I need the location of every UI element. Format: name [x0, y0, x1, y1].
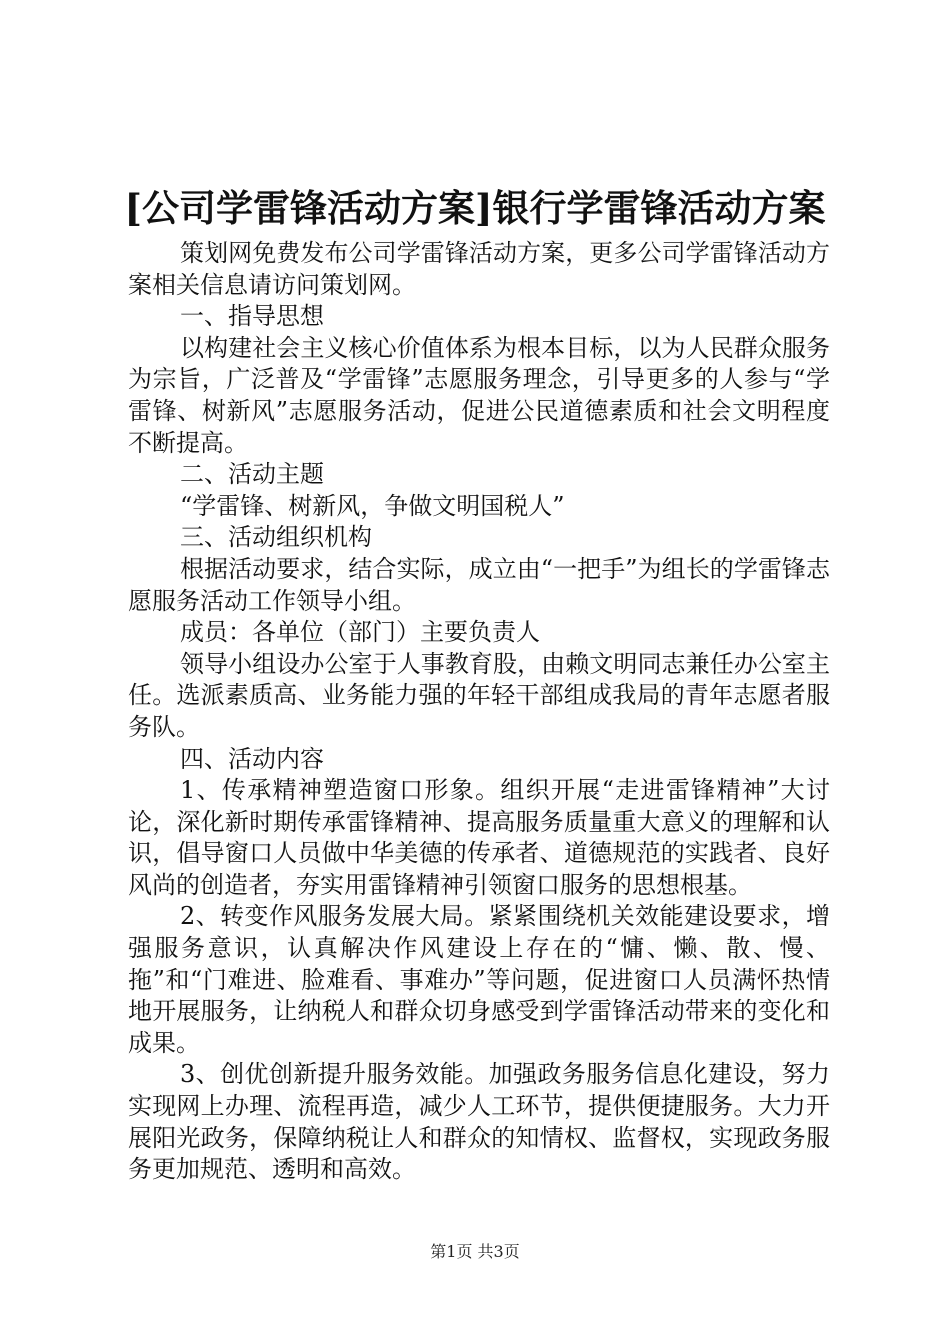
guiding-thought-paragraph: 以构建社会主义核心价值体系为根本目标，以为人民群众服务为宗旨，广泛普及“学雷锋”志愿服务理念，引导更多的人参与“学雷锋、树新风”志愿服务活动，促进公民道德素质和社会文明程度不断提高。: [128, 333, 830, 457]
section-heading-organization: 三、活动组织机构: [180, 523, 372, 552]
page-footer: 第1页 共3页: [430, 1242, 520, 1261]
content-item-2: 2、转变作风服务发展大局。紧紧围绕机关效能建设要求，增强服务意识，认真解决作风建设上存在的“慵、懒、散、慢、拖”和“门难进、脸难看、事难办”等问题，促进窗口人员满怀热情地开展服务，让纳税人和群众切身感受到学雷锋活动带来的变化和成果。: [128, 902, 830, 1057]
activity-theme-paragraph: “学雷锋、树新风，争做文明国税人”: [180, 491, 565, 520]
content-item-3: 3、创优创新提升服务效能。加强政务服务信息化建设，努力实现网上办理、流程再造，减少人工环节，提供便捷服务。大力开展阳光政务，保障纳税让人和群众的知情权、监督权，实现政务服务更加规范、透明和高效。: [128, 1060, 830, 1184]
document-body: [128, 238, 830, 1186]
office-paragraph: 领导小组设办公室于人事教育股，由赖文明同志兼任办公室主任。选派素质高、业务能力强的年轻干部组成我局的青年志愿者服务队。: [128, 649, 830, 741]
intro-paragraph: 策划网免费发布公司学雷锋活动方案，更多公司学雷锋活动方案相关信息请访问策划网。: [128, 239, 830, 299]
organization-paragraph: 根据活动要求，结合实际，成立由“一把手”为组长的学雷锋志愿服务活动工作领导小组。: [128, 554, 830, 615]
members-paragraph: 成员：各单位（部门）主要负责人: [180, 618, 540, 647]
section-heading-activity-content: 四、活动内容: [180, 744, 324, 773]
document-title: [公司学雷锋活动方案]银行学雷锋活动方案: [124, 186, 826, 230]
section-heading-activity-theme: 二、活动主题: [180, 460, 324, 489]
section-heading-guiding-thought: 一、指导思想: [180, 302, 324, 331]
content-item-1: 1、传承精神塑造窗口形象。组织开展“走进雷锋精神”大讨论，深化新时期传承雷锋精神、提高服务质量重大意义的理解和认识，倡导窗口人员做中华美德的传承者、道德规范的实践者、良好风尚的创造者，夯实用雷锋精神引领窗口服务的思想根基。: [128, 776, 830, 899]
